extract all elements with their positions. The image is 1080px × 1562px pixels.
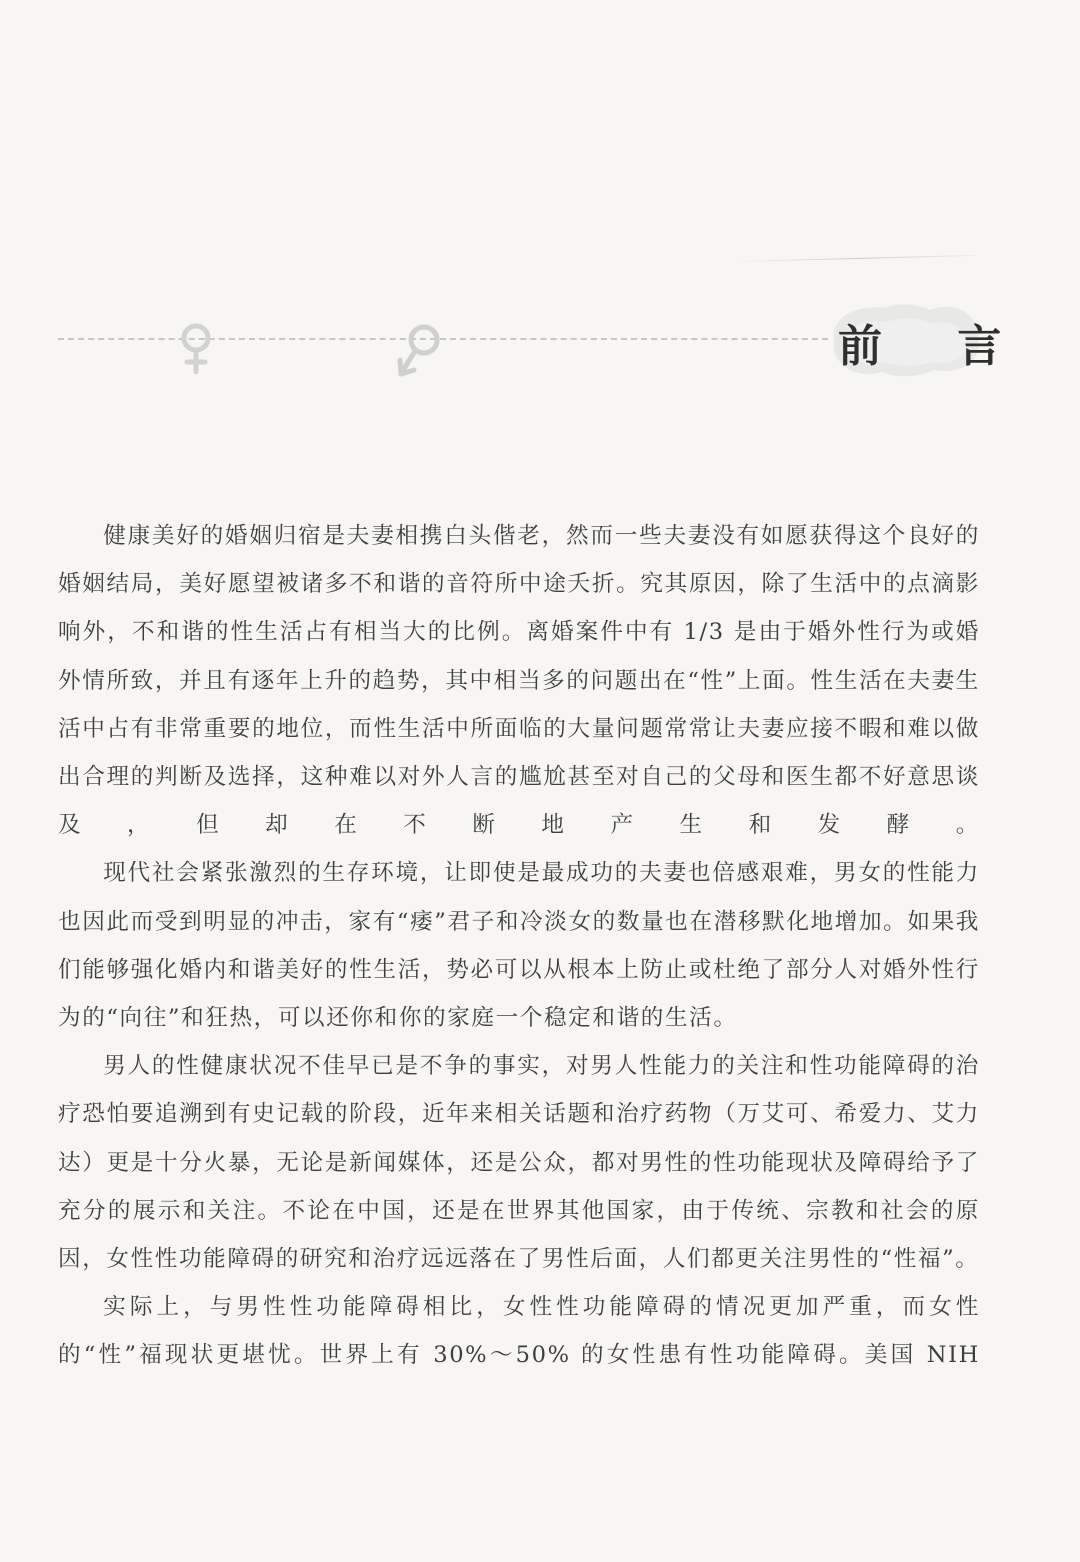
paragraph: 现代社会紧张激烈的生存环境，让即使是最成功的夫妻也倍感艰难，男女的性能力也因此而受到明显的冲击，家有“痿”君子和冷淡女的数量也在潜移默化地增加。如果我们能够强化婚内和谐美好的性生活，势必可以从根本上防止或杜绝了部分人对婚外性行为的“向往”和狂热，可以还你和你的家庭一个稳定和谐的生活。	[58, 860, 980, 1032]
scan-artifact	[735, 255, 975, 262]
male-symbol-icon	[394, 318, 446, 380]
chapter-title: 前 言	[838, 321, 1032, 372]
chapter-title-badge	[826, 300, 1032, 380]
paragraph: 男人的性健康状况不佳早已是不争的事实，对男人性能力的关注和性功能障碍的治疗恐怕要追溯到有史记载的阶段，近年来相关话题和治疗药物（万艾可、希爱力、艾力达）更是十分火暴，无论是新闻媒体，还是公众，都对男性的性功能现状及障碍给予了充分的展示和关注。不论在中国，还是在世界其他国家，由于传统、宗教和社会的原因，女性性功能障碍的研究和治疗远远落在了男性后面，人们都更关注男性的“性福”。	[58, 1053, 980, 1273]
chapter-header	[0, 300, 1080, 400]
body-text	[58, 512, 980, 1380]
paragraph: 健康美好的婚姻归宿是夫妻相携白头偕老，然而一些夫妻没有如愿获得这个良好的婚姻结局，美好愿望被诸多不和谐的音符所中途夭折。究其原因，除了生活中的点滴影响外，不和谐的性生活占有相当大的比例。离婚案件中有 1/3 是由于婚外性行为或婚外情所致，并且有逐年上升的趋势，其中相当多的问题出在“性”上面。性生活在夫妻生活中占有非常重要的地位，而性生活中所面临的大量问题常常让夫妻应接不暇和难以做出合理的判断及选择，这种难以对外人言的尴尬甚至对自己的父母和医生都不好意思谈及，但却在不断地产生和发酵。	[58, 523, 980, 839]
paragraph: 实际上，与男性性功能障碍相比，女性性功能障碍的情况更加严重，而女性的“性”福现状更堪忧。世界上有 30%～50% 的女性患有性功能障碍。美国 NIH	[58, 1294, 980, 1369]
female-symbol-icon	[176, 322, 216, 374]
